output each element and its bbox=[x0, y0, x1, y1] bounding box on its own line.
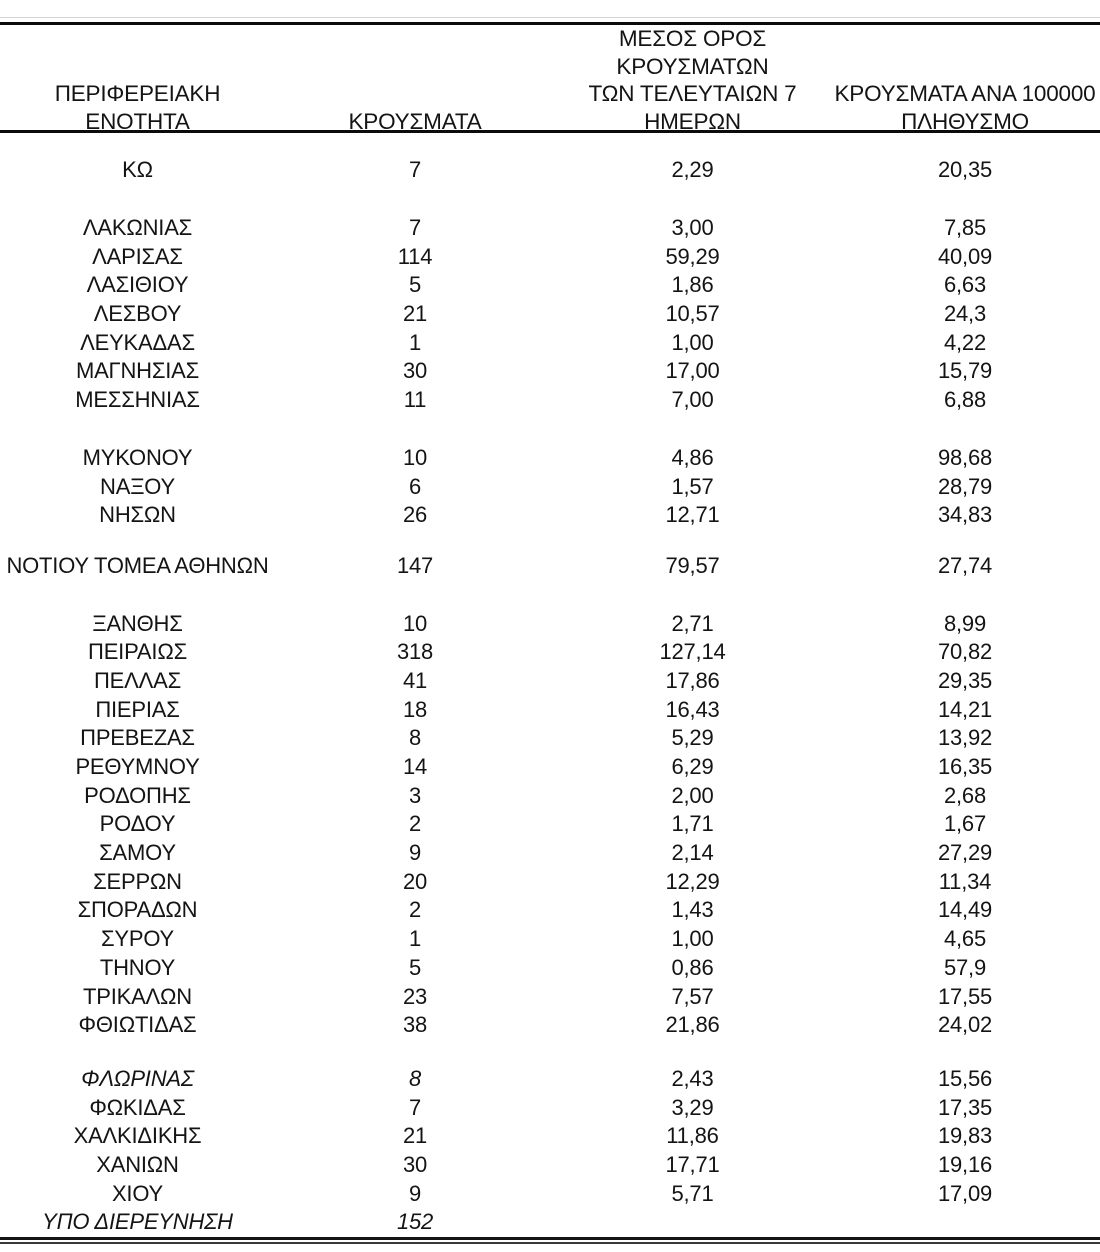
table-row bbox=[0, 300, 1100, 329]
table-row bbox=[0, 1151, 1100, 1180]
cell-region: ΣΥΡΟΥ bbox=[100, 926, 175, 952]
cell-cases: 14 bbox=[402, 754, 428, 780]
cell-avg7: 3,00 bbox=[671, 215, 714, 241]
cell-cases: 8 bbox=[408, 725, 422, 751]
cell-region: ΜΑΓΝΗΣΙΑΣ bbox=[75, 358, 200, 384]
cell-per100k: 13,92 bbox=[937, 725, 993, 751]
cell-region: ΡΟΔΟΠΗΣ bbox=[84, 782, 191, 808]
cell-region: ΣΠΟΡΑΔΩΝ bbox=[77, 897, 198, 923]
cell-cases: 21 bbox=[402, 301, 428, 327]
row-group-3 bbox=[0, 444, 1100, 530]
table-row bbox=[0, 1179, 1100, 1208]
table-row bbox=[0, 896, 1100, 925]
cell-per100k: 1,67 bbox=[943, 811, 987, 837]
cell-per100k: 98,68 bbox=[937, 444, 993, 470]
cell-per100k: 19,83 bbox=[937, 1123, 993, 1149]
bottom-double-rule-bottom bbox=[0, 1242, 1100, 1244]
cell-per100k: 20,35 bbox=[937, 157, 993, 183]
cell-region: ΡΟΔΟΥ bbox=[99, 811, 176, 837]
table-row bbox=[0, 638, 1100, 667]
cell-region: ΣΕΡΡΩΝ bbox=[93, 868, 182, 894]
cell-per100k: 14,49 bbox=[937, 897, 993, 923]
cell-cases: 1 bbox=[408, 926, 422, 952]
cell-cases: 41 bbox=[402, 667, 428, 693]
cell-cases: 1 bbox=[408, 329, 422, 355]
table-row bbox=[0, 1208, 1100, 1237]
cell-per100k: 24,02 bbox=[937, 1012, 993, 1038]
cell-cases: 318 bbox=[396, 639, 434, 665]
cell-region: ΤΡΙΚΑΛΩΝ bbox=[82, 983, 192, 1009]
cell-per100k: 27,29 bbox=[937, 840, 993, 866]
cell-per100k: 15,56 bbox=[937, 1065, 993, 1091]
row-group-2 bbox=[0, 214, 1100, 415]
top-rule-light bbox=[0, 17, 1100, 18]
cell-per100k: 17,35 bbox=[937, 1094, 993, 1120]
cell-per100k: 7,85 bbox=[943, 215, 987, 241]
table-row bbox=[0, 609, 1100, 638]
cell-cases: 3 bbox=[408, 782, 422, 808]
cell-per100k: 14,21 bbox=[937, 696, 993, 722]
cell-avg7: 7,57 bbox=[671, 983, 714, 1009]
table-row bbox=[0, 781, 1100, 810]
cell-per100k: 34,83 bbox=[937, 502, 993, 528]
cell-cases: 21 bbox=[402, 1123, 428, 1149]
table-row bbox=[0, 472, 1100, 501]
cell-avg7: 6,29 bbox=[671, 754, 714, 780]
cell-avg7: 2,43 bbox=[671, 1065, 714, 1091]
column-header-region bbox=[0, 80, 275, 135]
cell-per100k: 4,65 bbox=[943, 926, 987, 952]
table-row bbox=[0, 1065, 1100, 1094]
cell-cases: 11 bbox=[403, 387, 427, 413]
cell-per100k: 17,55 bbox=[937, 983, 993, 1009]
column-header-cases-line: ΚΡΟΥΣΜΑΤΑ bbox=[348, 108, 482, 134]
cell-cases: 38 bbox=[402, 1012, 428, 1038]
cell-region: ΠΕΛΛΑΣ bbox=[93, 667, 182, 693]
cell-cases: 114 bbox=[397, 243, 433, 269]
cell-region: ΛΕΣΒΟΥ bbox=[93, 301, 182, 327]
cell-per100k: 70,82 bbox=[937, 639, 993, 665]
cell-cases: 30 bbox=[402, 1151, 428, 1177]
cell-avg7: 2,14 bbox=[671, 840, 714, 866]
cell-cases: 5 bbox=[408, 954, 422, 980]
cell-region: ΦΛΩΡΙΝΑΣ bbox=[81, 1065, 194, 1091]
row-group-1 bbox=[0, 156, 1100, 185]
column-header-per-100000-line-2: ΠΛΗΘΥΣΜΟ bbox=[901, 108, 1029, 134]
cell-per100k: 19,16 bbox=[937, 1151, 993, 1177]
cell-cases: 152 bbox=[396, 1209, 434, 1235]
table-row bbox=[0, 1122, 1100, 1151]
table-row bbox=[0, 724, 1100, 753]
cell-per100k: 17,09 bbox=[937, 1180, 993, 1206]
cell-avg7: 4,86 bbox=[671, 444, 714, 470]
cell-avg7: 59,29 bbox=[665, 243, 720, 269]
cell-region: ΡΕΘΥΜΝΟΥ bbox=[75, 754, 200, 780]
cell-cases: 18 bbox=[402, 696, 428, 722]
cell-avg7: 1,43 bbox=[671, 897, 714, 923]
cell-region: ΚΩ bbox=[122, 157, 153, 183]
cell-per100k: 2,68 bbox=[943, 782, 987, 808]
cell-avg7: 16,43 bbox=[665, 696, 720, 722]
table-row bbox=[0, 810, 1100, 839]
cell-region: ΤΗΝΟΥ bbox=[99, 954, 176, 980]
cell-region: ΛΑΣΙΘΙΟΥ bbox=[86, 272, 189, 298]
cell-cases: 2 bbox=[408, 811, 422, 837]
cell-per100k: 16,35 bbox=[937, 754, 993, 780]
table-row bbox=[0, 357, 1100, 386]
cell-cases: 147 bbox=[396, 552, 434, 578]
cell-avg7: 2,29 bbox=[671, 157, 714, 183]
table-row bbox=[0, 695, 1100, 724]
cell-cases: 20 bbox=[402, 868, 428, 894]
cell-cases: 5 bbox=[408, 272, 422, 298]
cell-cases: 9 bbox=[408, 840, 422, 866]
cell-avg7: 11,86 bbox=[666, 1123, 719, 1149]
table-body bbox=[0, 156, 1100, 1237]
cell-avg7: 17,71 bbox=[665, 1151, 720, 1177]
cell-avg7: 0,86 bbox=[671, 954, 714, 980]
cell-cases: 26 bbox=[402, 502, 428, 528]
table-row bbox=[0, 501, 1100, 530]
cell-region: ΝΗΣΩΝ bbox=[99, 502, 176, 528]
table-row bbox=[0, 753, 1100, 782]
cell-per100k: 24,3 bbox=[943, 301, 987, 327]
cell-cases: 9 bbox=[408, 1180, 422, 1206]
table-row bbox=[0, 1093, 1100, 1122]
cell-cases: 30 bbox=[402, 358, 428, 384]
table-row bbox=[0, 552, 1100, 581]
column-header-7day-average-line-3: ΗΜΕΡΩΝ bbox=[644, 108, 741, 134]
cell-region: ΝΟΤΙΟΥ ΤΟΜΕΑ ΑΘΗΝΩΝ bbox=[6, 552, 269, 578]
column-header-region-line: ΠΕΡΙΦΕΡΕΙΑΚΗ ΕΝΟΤΗΤΑ bbox=[54, 81, 221, 134]
cell-avg7: 1,86 bbox=[671, 272, 714, 298]
table-row bbox=[0, 386, 1100, 415]
cell-per100k: 15,79 bbox=[937, 358, 993, 384]
cell-avg7: 1,71 bbox=[671, 811, 714, 837]
table-row bbox=[0, 867, 1100, 896]
cell-avg7: 12,29 bbox=[665, 868, 720, 894]
cell-avg7: 7,00 bbox=[671, 387, 714, 413]
cell-per100k: 57,9 bbox=[943, 954, 987, 980]
cell-avg7: 10,57 bbox=[665, 301, 720, 327]
cell-region: ΣΑΜΟΥ bbox=[99, 840, 176, 866]
cell-per100k: 29,35 bbox=[937, 667, 993, 693]
cell-region: ΧΑΝΙΩΝ bbox=[96, 1151, 179, 1177]
cell-region: ΛΑΚΩΝΙΑΣ bbox=[82, 215, 193, 241]
row-group-4 bbox=[0, 552, 1100, 581]
cell-avg7: 17,86 bbox=[665, 667, 720, 693]
table-row bbox=[0, 954, 1100, 983]
table-row bbox=[0, 839, 1100, 868]
cell-region: ΦΘΙΩΤΙΔΑΣ bbox=[78, 1012, 197, 1038]
table-row bbox=[0, 242, 1100, 271]
cell-avg7: 1,00 bbox=[671, 329, 714, 355]
cell-cases: 7 bbox=[408, 1094, 422, 1120]
cell-avg7: 1,00 bbox=[671, 926, 714, 952]
cell-avg7: 1,57 bbox=[671, 473, 714, 499]
cell-region: ΝΑΞΟΥ bbox=[100, 473, 175, 499]
cell-per100k: 6,63 bbox=[943, 272, 987, 298]
table-row bbox=[0, 1011, 1100, 1040]
cell-cases: 7 bbox=[408, 157, 422, 183]
cell-region: ΜΕΣΣΗΝΙΑΣ bbox=[75, 387, 200, 413]
cell-avg7: 3,29 bbox=[671, 1094, 714, 1120]
cell-per100k: 6,88 bbox=[943, 387, 987, 413]
cell-avg7: 127,14 bbox=[659, 639, 726, 665]
cell-cases: 10 bbox=[402, 610, 428, 636]
cell-avg7: 79,57 bbox=[665, 552, 720, 578]
cell-avg7: 21,86 bbox=[665, 1012, 720, 1038]
column-header-7day-average-line-1: ΜΕΣΟΣ ΟΡΟΣ ΚΡΟΥΣΜΑΤΩΝ bbox=[616, 26, 769, 79]
cell-region: ΠΕΙΡΑΙΩΣ bbox=[88, 639, 187, 665]
cell-cases: 2 bbox=[408, 897, 422, 923]
cell-per100k: 11,34 bbox=[938, 868, 992, 894]
cell-region: ΧΙΟΥ bbox=[111, 1180, 164, 1206]
cell-region: ΛΑΡΙΣΑΣ bbox=[92, 243, 183, 269]
row-group-5 bbox=[0, 609, 1100, 1039]
cell-cases: 10 bbox=[402, 444, 428, 470]
cell-avg7: 12,71 bbox=[665, 502, 720, 528]
cell-avg7: 5,29 bbox=[671, 725, 714, 751]
row-group-6 bbox=[0, 1065, 1100, 1237]
cell-per100k: 4,22 bbox=[943, 329, 987, 355]
table-row bbox=[0, 214, 1100, 243]
column-header-cases bbox=[275, 108, 555, 136]
cell-cases: 6 bbox=[408, 473, 422, 499]
cell-region: ΠΡΕΒΕΖΑΣ bbox=[80, 725, 195, 751]
table-row bbox=[0, 328, 1100, 357]
column-header-7day-average-line-2: ΤΩΝ ΤΕΛΕΥΤΑΙΩΝ 7 bbox=[588, 81, 797, 106]
cell-region: ΜΥΚΟΝΟΥ bbox=[82, 444, 193, 470]
cell-cases: 8 bbox=[408, 1065, 422, 1091]
cell-per100k: 40,09 bbox=[937, 243, 993, 269]
table-header-row bbox=[0, 25, 1100, 134]
cell-cases: 7 bbox=[408, 215, 422, 241]
table-row bbox=[0, 444, 1100, 473]
cell-per100k: 27,74 bbox=[937, 552, 993, 578]
cell-region: ΥΠΟ ΔΙΕΡΕΥΝΗΣΗ bbox=[42, 1209, 233, 1235]
table-row bbox=[0, 667, 1100, 696]
cell-avg7: 17,00 bbox=[665, 358, 720, 384]
cell-region: ΛΕΥΚΑΔΑΣ bbox=[80, 329, 195, 355]
table-row bbox=[0, 271, 1100, 300]
cell-region: ΦΩΚΙΔΑΣ bbox=[89, 1094, 186, 1120]
cell-per100k: 28,79 bbox=[937, 473, 993, 499]
column-header-per-100000 bbox=[830, 80, 1100, 135]
cell-per100k: 8,99 bbox=[943, 610, 987, 636]
cell-avg7: 2,00 bbox=[671, 782, 714, 808]
cell-cases: 23 bbox=[402, 983, 428, 1009]
table-row bbox=[0, 982, 1100, 1011]
table-row bbox=[0, 156, 1100, 185]
cell-region: ΞΑΝΘΗΣ bbox=[92, 610, 183, 636]
cell-avg7: 5,71 bbox=[671, 1180, 714, 1206]
table-row bbox=[0, 925, 1100, 954]
column-header-per-100000-line-1: ΚΡΟΥΣΜΑΤΑ ΑΝΑ 100000 bbox=[834, 81, 1096, 106]
cell-region: ΠΙΕΡΙΑΣ bbox=[95, 696, 180, 722]
column-header-7day-average bbox=[555, 25, 830, 135]
cell-avg7: 2,71 bbox=[671, 610, 714, 636]
cell-region: ΧΑΛΚΙΔΙΚΗΣ bbox=[73, 1123, 202, 1149]
